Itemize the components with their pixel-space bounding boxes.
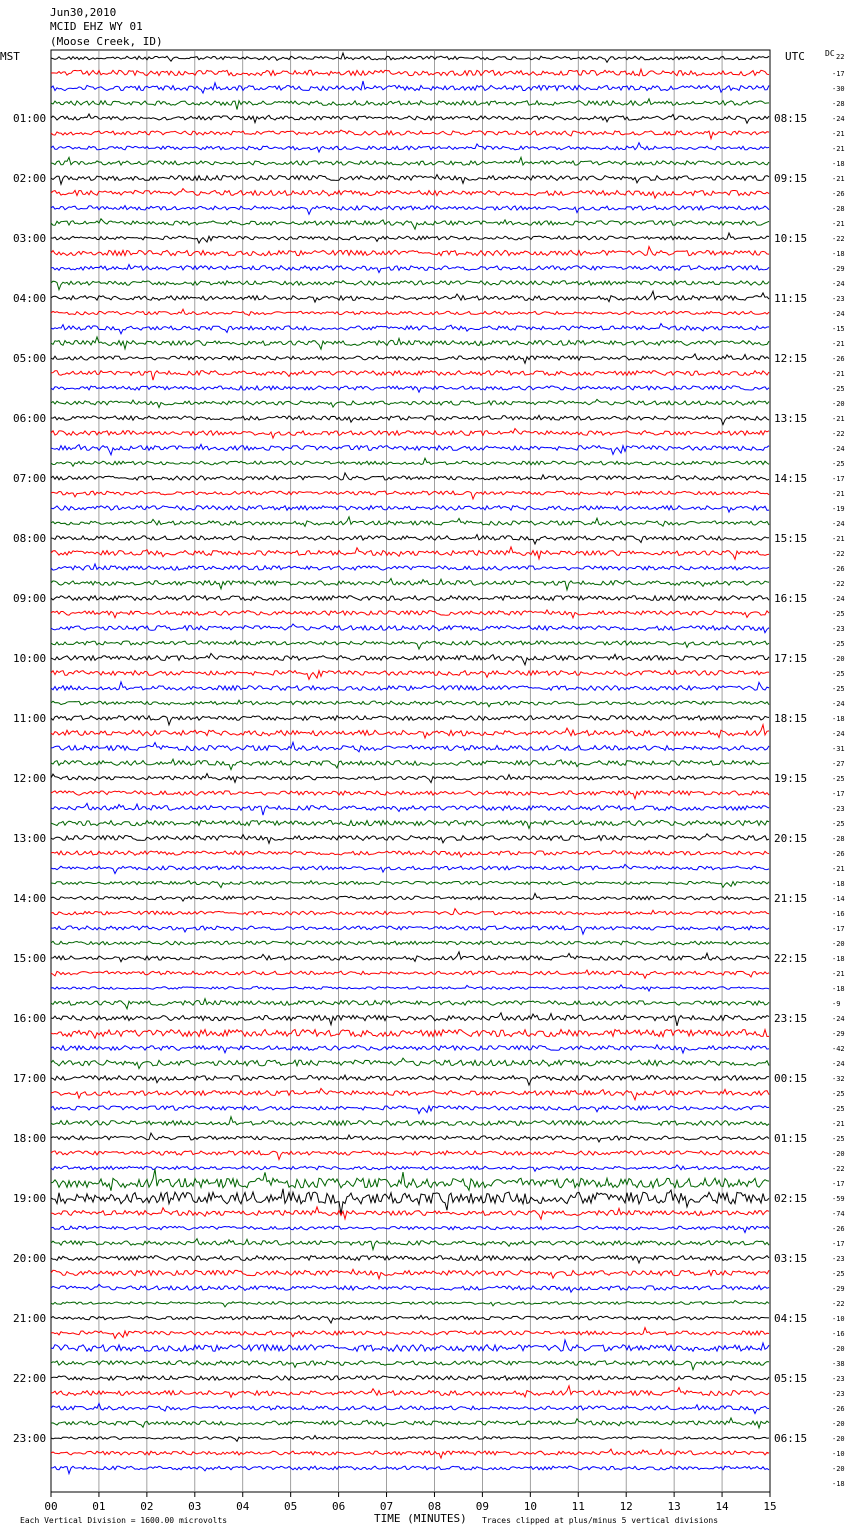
right-hour-label: 15:15	[774, 532, 808, 545]
left-hour-label: 14:00	[13, 892, 47, 905]
right-timezone-label: UTC	[785, 50, 805, 63]
dc-offset-label: -18	[832, 715, 845, 723]
left-hour-label: 15:00	[13, 952, 47, 965]
dc-offset-label: -26	[832, 1225, 845, 1233]
dc-offset-label: -25	[832, 775, 845, 783]
left-hour-label: 18:00	[13, 1132, 47, 1145]
dc-offset-label: -24	[832, 115, 845, 123]
dc-offset-label: -20	[832, 1465, 845, 1473]
trace-line	[51, 970, 769, 978]
dc-offset-label: -26	[832, 190, 845, 198]
left-hour-label: 19:00	[13, 1192, 47, 1205]
right-hour-label: 04:15	[774, 1312, 808, 1325]
dc-offset-label: -20	[832, 1420, 845, 1428]
x-tick-label: 09	[475, 1500, 490, 1513]
trace-line	[51, 444, 769, 454]
dc-offset-label: -24	[832, 595, 845, 603]
dc-offset-label: -25	[832, 1135, 845, 1143]
dc-offset-label: -25	[832, 1090, 845, 1098]
dc-offset-label: -38	[832, 1360, 845, 1368]
dc-offset-label: -24	[832, 1060, 845, 1068]
trace-line	[51, 716, 769, 725]
dc-offset-label: -25	[832, 460, 845, 468]
trace-line	[51, 281, 769, 290]
left-hour-label: 11:00	[13, 712, 47, 725]
trace-line	[51, 1013, 769, 1026]
dc-offset-label: -20	[832, 940, 845, 948]
left-hour-label: 04:00	[13, 292, 47, 305]
trace-line	[51, 864, 769, 873]
dc-offset-label: -74	[832, 1210, 845, 1218]
trace-line	[51, 157, 769, 165]
dc-offset-label: -28	[832, 835, 845, 843]
dc-offset-label: -29	[832, 1285, 845, 1293]
trace-line	[51, 429, 769, 439]
right-hour-label: 22:15	[774, 952, 808, 965]
left-hour-label: 12:00	[13, 772, 47, 785]
trace-line	[51, 759, 769, 769]
dc-offset-label: -22	[832, 1300, 845, 1308]
trace-line	[51, 641, 769, 650]
right-hour-label: 23:15	[774, 1012, 808, 1025]
trace-line	[51, 803, 769, 815]
dc-offset-label: -20	[832, 400, 845, 408]
dc-offset-label: -21	[832, 1120, 845, 1128]
trace-line	[51, 337, 769, 349]
dc-offset-label: -19	[832, 505, 845, 513]
dc-offset-label: -42	[832, 1045, 845, 1053]
dc-offset-label: -17	[832, 70, 845, 78]
dc-offset-label: -26	[832, 355, 845, 363]
trace-line	[51, 1169, 769, 1191]
trace-line	[51, 81, 769, 93]
trace-line	[51, 491, 769, 499]
trace-line	[51, 219, 769, 229]
trace-line	[51, 265, 769, 273]
dc-offset-label: -18	[832, 160, 845, 168]
trace-line	[51, 247, 769, 256]
trace-line	[51, 1449, 769, 1458]
right-hour-label: 11:15	[774, 292, 808, 305]
left-hour-label: 09:00	[13, 592, 47, 605]
left-hour-label: 20:00	[13, 1252, 47, 1265]
right-hour-label: 08:15	[774, 112, 808, 125]
trace-line	[51, 69, 769, 76]
trace-line	[51, 1376, 769, 1381]
dc-offset-label: -22	[832, 1165, 845, 1173]
dc-offset-label: -31	[832, 745, 845, 753]
trace-line	[51, 458, 769, 466]
x-tick-label: 01	[92, 1500, 106, 1513]
trace-line	[51, 596, 769, 601]
dc-offset-label: -18	[832, 250, 845, 258]
right-hour-label: 09:15	[774, 172, 808, 185]
trace-line	[51, 473, 769, 480]
trace-line	[51, 399, 769, 407]
dc-offset-label: -26	[832, 565, 845, 573]
dc-offset-label: -17	[832, 1240, 845, 1248]
dc-offset-label: -26	[832, 1405, 845, 1413]
dc-offset-label: -21	[832, 370, 845, 378]
x-tick-label: 06	[331, 1500, 346, 1513]
trace-line	[51, 579, 769, 590]
trace-line	[51, 791, 769, 799]
trace-line	[51, 1284, 769, 1292]
dc-offset-label: -17	[832, 1180, 845, 1188]
trace-line	[51, 653, 769, 664]
trace-line	[51, 1340, 769, 1351]
dc-offset-label: -25	[832, 820, 845, 828]
trace-line	[51, 1418, 769, 1428]
x-tick-label: 11	[571, 1500, 585, 1513]
trace-line	[51, 1226, 769, 1233]
trace-line	[51, 1075, 769, 1085]
trace-line	[51, 952, 769, 962]
dc-offset-label: -28	[832, 205, 845, 213]
dc-offset-label: -21	[832, 340, 845, 348]
trace-line	[51, 517, 769, 527]
dc-offset-label: -28	[832, 100, 845, 108]
left-timezone-label: MST	[0, 50, 20, 63]
trace-line	[51, 941, 769, 945]
trace-line	[51, 1088, 769, 1099]
x-tick-label: 08	[427, 1500, 442, 1513]
dc-offset-label: -30	[832, 85, 845, 93]
trace-line	[51, 1269, 769, 1278]
trace-line	[51, 1030, 769, 1039]
trace-line	[51, 1045, 769, 1053]
trace-line	[51, 189, 769, 199]
dc-label: DC	[825, 49, 835, 58]
trace-line	[51, 1117, 769, 1126]
x-tick-label: 14	[715, 1500, 729, 1513]
dc-offset-label: -23	[832, 805, 845, 813]
dc-offset-label: -22	[832, 430, 845, 438]
right-hour-label: 10:15	[774, 232, 808, 245]
dc-offset-label: -32	[832, 1075, 845, 1083]
right-hour-label: 00:15	[774, 1072, 808, 1085]
trace-line	[51, 926, 769, 934]
scale-note: Each Vertical Division = 1600.00 microvolts	[20, 1516, 228, 1525]
dc-offset-label: -25	[832, 685, 845, 693]
dc-offset-label: -16	[832, 1330, 845, 1338]
trace-line	[51, 985, 769, 991]
trace-line	[51, 354, 769, 363]
trace-line	[51, 309, 769, 315]
dc-offset-label: -21	[832, 175, 845, 183]
dc-offset-label: -20	[832, 1345, 845, 1353]
dc-offset-label: -29	[832, 265, 845, 273]
dc-offset-label: -24	[832, 445, 845, 453]
trace-line	[51, 130, 769, 139]
trace-line	[51, 1386, 769, 1398]
trace-line	[51, 324, 769, 334]
right-hour-label: 14:15	[774, 472, 808, 485]
right-hour-label: 13:15	[774, 412, 808, 425]
dc-offset-label: -24	[832, 310, 845, 318]
trace-line	[51, 386, 769, 392]
clip-note: Traces clipped at plus/minus 5 vertical divisions	[482, 1516, 719, 1525]
dc-offset-label: -29	[832, 1030, 845, 1038]
trace-line	[51, 671, 769, 680]
dc-offset-label: -18	[832, 985, 845, 993]
trace-line	[51, 1239, 769, 1250]
dc-offset-label: -21	[832, 415, 845, 423]
dc-offset-label: -26	[832, 850, 845, 858]
trace-line	[51, 1315, 769, 1323]
trace-line	[51, 834, 769, 844]
dc-offset-label: -25	[832, 1270, 845, 1278]
trace-line	[51, 1361, 769, 1370]
left-hour-label: 08:00	[13, 532, 47, 545]
dc-offset-label: -16	[832, 910, 845, 918]
trace-line	[51, 1133, 769, 1142]
dc-offset-label: -22	[832, 550, 845, 558]
dc-offset-label: -23	[832, 1255, 845, 1263]
left-hour-label: 16:00	[13, 1012, 47, 1025]
dc-offset-label: -20	[832, 655, 845, 663]
trace-line	[51, 1189, 769, 1215]
trace-line	[51, 1207, 769, 1219]
date-label: Jun30,2010	[50, 6, 117, 19]
trace-line	[51, 909, 769, 915]
dc-offset-label: -20	[832, 1435, 845, 1443]
left-hour-label: 03:00	[13, 232, 47, 245]
dc-offset-label: -18	[832, 955, 845, 963]
dc-offset-label: -23	[832, 1390, 845, 1398]
trace-line	[51, 233, 769, 243]
left-hour-label: 23:00	[13, 1432, 47, 1445]
trace-line	[51, 1301, 769, 1307]
dc-offset-label: -21	[832, 130, 845, 138]
dc-offset-label: -22	[832, 235, 845, 243]
trace-line	[51, 725, 769, 738]
dc-offset-label: -25	[832, 385, 845, 393]
right-hour-label: 05:15	[774, 1372, 808, 1385]
trace-line	[51, 999, 769, 1009]
right-hour-label: 16:15	[774, 592, 808, 605]
right-hour-label: 18:15	[774, 712, 808, 725]
trace-line	[51, 1466, 769, 1474]
trace-line	[51, 881, 769, 888]
dc-offset-label: -25	[832, 610, 845, 618]
trace-line	[51, 371, 769, 380]
dc-offset-label: -24	[832, 280, 845, 288]
dc-offset-label: -23	[832, 295, 845, 303]
trace-line	[51, 742, 769, 752]
right-hour-label: 17:15	[774, 652, 808, 665]
dc-offset-label: -24	[832, 520, 845, 528]
dc-offset-label: -21	[832, 220, 845, 228]
dc-offset-label: -24	[832, 700, 845, 708]
dc-offset-label: -21	[832, 535, 845, 543]
right-hour-label: 02:15	[774, 1192, 808, 1205]
trace-line	[51, 547, 769, 559]
trace-line	[51, 893, 769, 901]
x-tick-label: 04	[236, 1500, 250, 1513]
dc-offset-label: -10	[832, 1450, 845, 1458]
trace-line	[51, 564, 769, 570]
right-hour-label: 21:15	[774, 892, 808, 905]
trace-line	[51, 1165, 769, 1171]
dc-offset-label: -21	[832, 865, 845, 873]
left-hour-label: 07:00	[13, 472, 47, 485]
trace-line	[51, 143, 769, 152]
right-hour-label: 12:15	[774, 352, 808, 365]
trace-line	[51, 535, 769, 544]
dc-offset-label: -18	[832, 880, 845, 888]
x-tick-label: 02	[140, 1500, 154, 1513]
dc-offset-label: -24	[832, 1015, 845, 1023]
dc-offset-label: -20	[832, 1150, 845, 1158]
x-tick-label: 00	[44, 1500, 58, 1513]
dc-offset-label: -25	[832, 670, 845, 678]
trace-line	[51, 206, 769, 215]
left-hour-label: 10:00	[13, 652, 47, 665]
x-tick-label: 05	[284, 1500, 298, 1513]
trace-line	[51, 114, 769, 123]
trace-line	[51, 610, 769, 618]
dc-offset-label: -22	[832, 580, 845, 588]
right-hour-label: 06:15	[774, 1432, 808, 1445]
trace-line	[51, 1106, 769, 1114]
dc-offset-label: -15	[832, 325, 845, 333]
dc-offset-label: -23	[832, 1375, 845, 1383]
trace-line	[51, 1328, 769, 1339]
trace-line	[51, 415, 769, 424]
dc-offset-label: -23	[832, 625, 845, 633]
trace-line	[51, 1436, 769, 1442]
trace-line	[51, 682, 769, 690]
right-hour-label: 03:15	[774, 1252, 808, 1265]
left-hour-label: 22:00	[13, 1372, 47, 1385]
left-hour-label: 17:00	[13, 1072, 47, 1085]
right-hour-label: 20:15	[774, 832, 808, 845]
dc-offset-label: -27	[832, 760, 845, 768]
trace-line	[51, 1403, 769, 1413]
x-axis-title: TIME (MINUTES)	[374, 1512, 467, 1525]
left-hour-label: 13:00	[13, 832, 47, 845]
dc-offset-label: -17	[832, 475, 845, 483]
dc-offset-label: -9	[832, 1000, 841, 1008]
x-tick-label: 13	[667, 1500, 681, 1513]
trace-line	[51, 53, 769, 62]
trace-line	[51, 774, 769, 783]
dc-offset-label: -18	[832, 1480, 845, 1488]
trace-line	[51, 624, 769, 633]
trace-line	[51, 1151, 769, 1160]
x-tick-label: 07	[379, 1500, 394, 1513]
trace-line	[51, 1256, 769, 1263]
dc-offset-label: -21	[832, 145, 845, 153]
dc-offset-label: -21	[832, 970, 845, 978]
dc-offset-label: -59	[832, 1195, 845, 1203]
right-hour-label: 19:15	[774, 772, 808, 785]
dc-offset-label: -17	[832, 790, 845, 798]
x-tick-label: 03	[188, 1500, 202, 1513]
trace-line	[51, 506, 769, 512]
location-label: (Moose Creek, ID)	[50, 35, 163, 48]
left-hour-label: 05:00	[13, 352, 47, 365]
left-hour-label: 06:00	[13, 412, 47, 425]
dc-offset-label: -25	[832, 1105, 845, 1113]
dc-offset-label: -14	[832, 895, 845, 903]
x-tick-label: 10	[523, 1500, 537, 1513]
trace-line	[51, 99, 769, 110]
left-hour-label: 02:00	[13, 172, 47, 185]
dc-offset-label: 22	[836, 53, 845, 61]
x-tick-label: 15	[763, 1500, 777, 1513]
trace-line	[51, 291, 769, 302]
dc-offset-label: -21	[832, 490, 845, 498]
left-hour-label: 01:00	[13, 112, 47, 125]
trace-line	[51, 175, 769, 185]
dc-offset-label: -17	[832, 925, 845, 933]
dc-offset-label: -24	[832, 730, 845, 738]
x-tick-label: 12	[619, 1500, 633, 1513]
channel-label: MCID EHZ WY 01	[50, 20, 143, 33]
dc-offset-label: -10	[832, 1315, 845, 1323]
dc-offset-label: -25	[832, 640, 845, 648]
trace-line	[51, 700, 769, 707]
trace-line	[51, 1058, 769, 1069]
trace-line	[51, 820, 769, 828]
right-hour-label: 01:15	[774, 1132, 808, 1145]
trace-line	[51, 851, 769, 858]
left-hour-label: 21:00	[13, 1312, 47, 1325]
